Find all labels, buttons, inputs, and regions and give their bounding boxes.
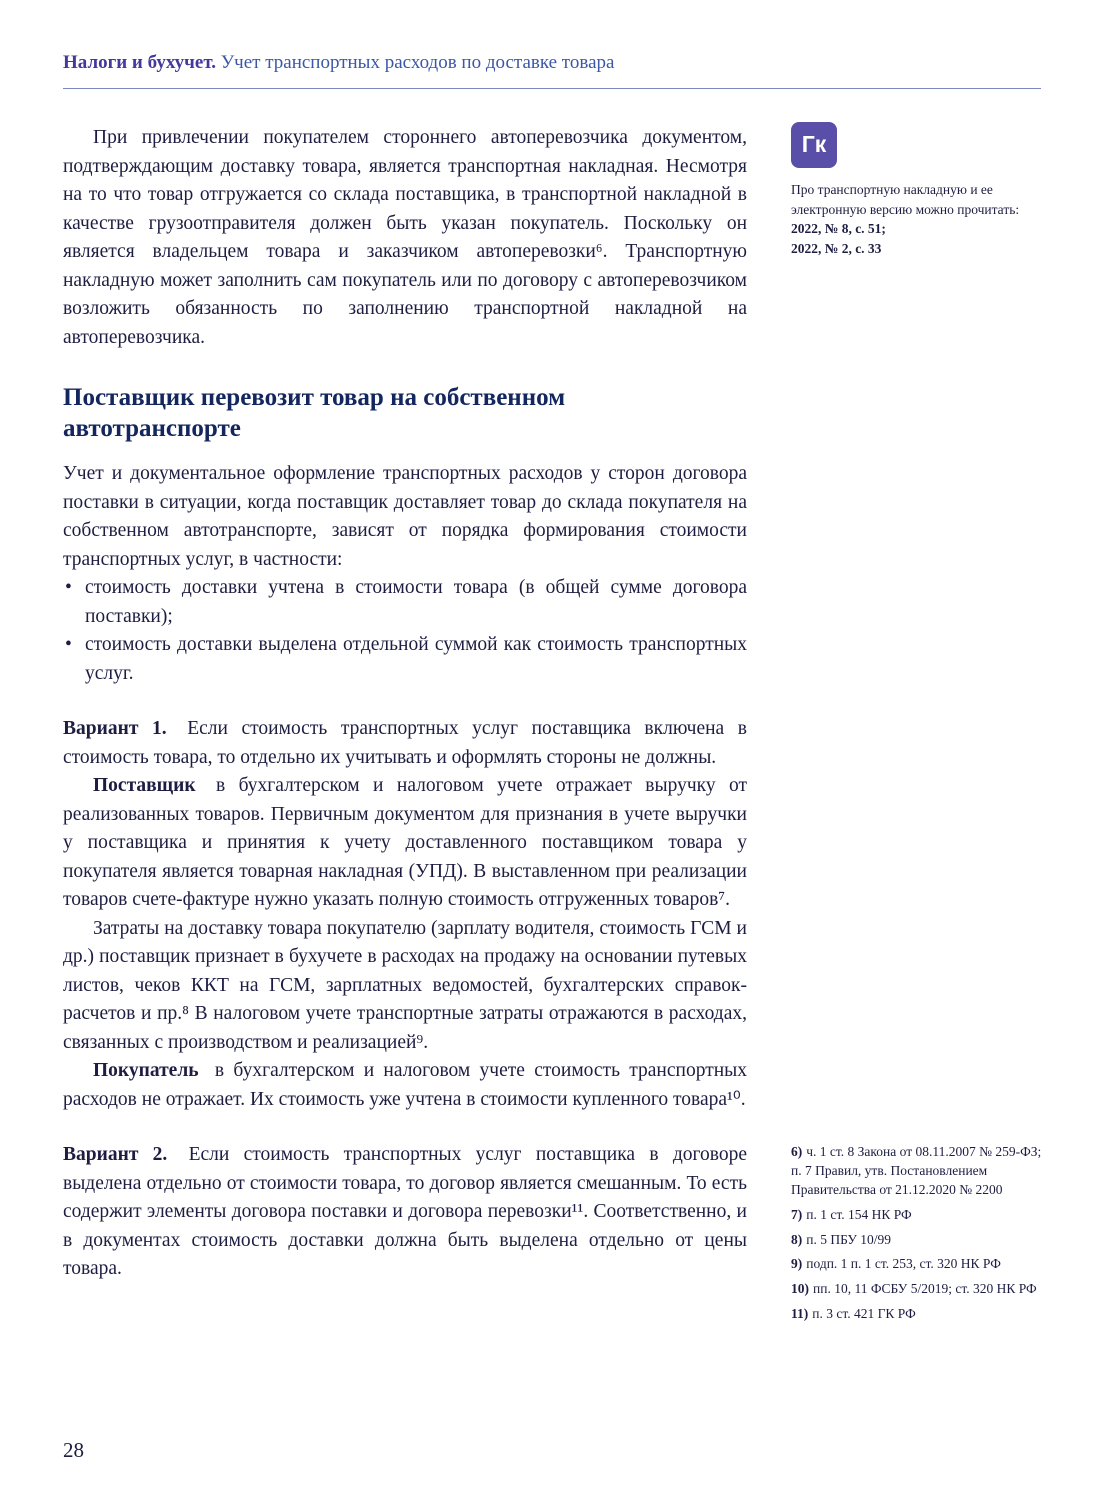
sidebar-note: Про транспортную накладную и ее электронную версию можно прочитать: — [791, 182, 1020, 217]
header-divider — [63, 88, 1041, 89]
list-item — [63, 574, 747, 631]
footnote-item — [791, 1206, 1043, 1225]
sidebar-reference: 2022, № 2, с. 33 — [791, 240, 882, 256]
paragraph-intro: При привлечении покупателем стороннего автоперевозчика документом, подтверждающим доставку товара, является транспортная накладная. Несмотря на то что товар отгружается со склада поставщика, в транспортной накладной в качестве грузоотправителя должен быть указан покупатель. Поскольку он является владельцем товара и заказчиком автоперевозки⁶. Транспортную накладную может заполнить сам покупатель или по договору с автоперевозчиком возложить обязанность по заполнению транспортной накладной на автоперевозчика. — [63, 127, 747, 348]
gk-magazine-icon: Гк — [791, 122, 837, 168]
footnote-item — [791, 1143, 1043, 1200]
variant1-text: Если стоимость транспортных услуг поставщика включена в стоимость товара, то отдельно их учитывать и оформлять стороны не должны. — [63, 718, 747, 768]
list-item-text: стоимость доставки выделена отдельной суммой как стоимость транспортных услуг. — [85, 634, 747, 684]
spacer — [63, 688, 747, 715]
footnote-number: 6) — [791, 1144, 803, 1159]
supplier-lead: Поставщик — [93, 775, 196, 796]
footnote-item — [791, 1305, 1043, 1324]
footnote-number: 10) — [791, 1281, 809, 1297]
footnote-number: 8) — [791, 1231, 803, 1247]
bullet-icon: • — [65, 634, 72, 655]
footnote-number: 11) — [791, 1306, 809, 1322]
footnote-number: 9) — [791, 1256, 803, 1272]
footnote-text: п. 1 ст. 154 НК РФ — [806, 1206, 912, 1222]
page-number: 28 — [63, 1438, 84, 1462]
footnote-text: пп. 10, 11 ФСБУ 5/2019; ст. 320 НК РФ — [813, 1281, 1037, 1297]
footnote-text: п. 5 ПБУ 10/99 — [806, 1231, 892, 1247]
article-column — [63, 124, 747, 1284]
footnotes — [791, 1143, 1043, 1330]
sidebar — [791, 122, 1043, 258]
footnote-number: 7) — [791, 1206, 803, 1222]
header-title: Учет транспортных расходов по доставке товара — [220, 52, 615, 73]
variant1-lead: Вариант 1. — [63, 718, 167, 739]
sidebar-reference: 2022, № 8, с. 51; — [791, 221, 886, 237]
footnote-item — [791, 1280, 1043, 1299]
footnote-item — [791, 1255, 1043, 1274]
footnote-item — [791, 1231, 1043, 1250]
paragraph-variant2 — [63, 1141, 747, 1284]
buyer-lead: Покупатель — [93, 1060, 199, 1081]
bullet-icon: • — [65, 577, 72, 598]
bullet-list — [63, 574, 747, 688]
supplier-text: в бухгалтерском и налоговом учете отражает выручку от реализованных товаров. Первичным документом для признания в учете выручки у поставщика и принятия к учету доставленного поставщиком товара у покупателя является товарная накладная (УПД). В выставленном при реализации товаров счете-фактуре нужно указать полную стоимость отгруженных товаров⁷. — [63, 775, 747, 910]
footnote-text: ч. 1 ст. 8 Закона от 08.11.2007 № 259-ФЗ; п. 7 Правил, утв. Постановлением Правительства от 21.12.2020 № 2200 — [791, 1144, 1042, 1197]
list-item-text: стоимость доставки учтена в стоимости товара (в общей сумме договора поставки); — [85, 577, 747, 627]
variant2-lead: Вариант 2. — [63, 1144, 168, 1165]
paragraph-section-lead: Учет и документальное оформление транспортных расходов у сторон договора поставки в ситуации, когда поставщик доставляет товар до склада покупателя на собственном автотранспорте, зависят от порядка формирования стоимости транспортных услуг, в частности: — [63, 463, 747, 570]
footnote-text: п. 3 ст. 421 ГК РФ — [812, 1306, 916, 1322]
list-item — [63, 631, 747, 688]
buyer-text: в бухгалтерском и налоговом учете стоимость транспортных расходов не отражает. Их стоимость уже учтена в стоимости купленного товара¹⁰. — [63, 1060, 747, 1110]
paragraph-supplier — [63, 772, 747, 915]
spacer — [63, 1114, 747, 1141]
sidebar-references — [791, 219, 1043, 258]
paragraph-buyer — [63, 1057, 747, 1114]
footnote-text: подп. 1 п. 1 ст. 253, ст. 320 НК РФ — [806, 1256, 1001, 1272]
paragraph-costs: Затраты на доставку товара покупателю (зарплату водителя, стоимость ГСМ и др.) поставщик признает в бухучете в расходах на продажу на основании путевых листов, чеков ККТ на ГСМ, зарплатных ведомостей, бухгалтерских справок-расчетов и пр.⁸ В налоговом учете транспортные затраты отражаются в расходах, связанных с производством и реализацией⁹. — [63, 917, 747, 1053]
paragraph-variant1 — [63, 715, 747, 772]
page-header — [63, 52, 1041, 75]
section-heading: Поставщик перевозит товар на собственном автотранспорте — [63, 384, 566, 442]
variant2-text: Если стоимость транспортных услуг поставщика в договоре выделена отдельно от стоимости товара, то договор является смешанным. То есть содержит элементы договора поставки и договора перевозки¹¹. Соответственно, и в документах стоимость доставки должна быть выделена отдельно от цены товара. — [63, 1144, 747, 1279]
header-rubric: Налоги и бухучет. — [63, 52, 216, 73]
